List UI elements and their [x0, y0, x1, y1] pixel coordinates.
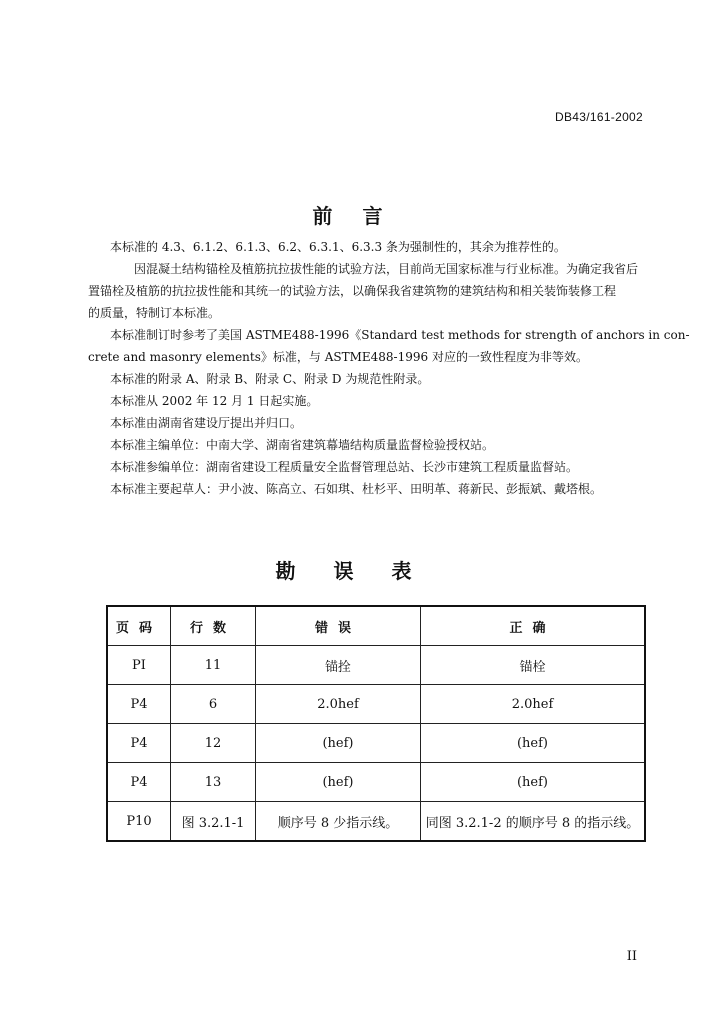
preface-paragraph: 的质量，特制订本标准。 [88, 306, 221, 320]
preface-paragraph: 置锚栓及植筋的抗拉拔性能和其统一的试验方法，以确保我省建筑物的建筑结构和相关装饰装修工程 [88, 284, 617, 298]
cell-line: 11 [171, 646, 256, 685]
cell-line: 图 3.2.1-1 [171, 802, 256, 842]
errata-title: 勘误表 [275, 559, 450, 583]
header-page: 页码 [107, 606, 171, 646]
preface-paragraph: 本标准参编单位：湖南省建设工程质量安全监督管理总站、长沙市建筑工程质量监督站。 [110, 460, 579, 474]
cell-line: 6 [171, 685, 256, 724]
cell-line: 13 [171, 763, 256, 802]
preface-paragraph: 本标准从 2002 年 12 月 1 日起实施。 [110, 394, 319, 408]
cell-correct: 2.0hef [421, 685, 646, 724]
preface-paragraph: 本标准主编单位：中南大学、湖南省建筑幕墙结构质量监督检验授权站。 [110, 438, 495, 452]
cell-correct: 锚栓 [421, 646, 646, 685]
preface-paragraph: 本标准主要起草人：尹小波、陈高立、石如琪、杜杉平、田明革、蒋新民、彭振斌、戴塔根。 [110, 482, 603, 496]
cell-line: 12 [171, 724, 256, 763]
cell-error: (hef) [256, 763, 421, 802]
preface-title: 前言 [312, 204, 413, 228]
cell-correct: 同图 3.2.1-2 的顺序号 8 的指示线。 [421, 802, 646, 842]
cell-page: P4 [107, 763, 171, 802]
cell-page: P4 [107, 724, 171, 763]
cell-page: P4 [107, 685, 171, 724]
header-error: 错误 [256, 606, 421, 646]
header-line: 行数 [171, 606, 256, 646]
preface-paragraph: crete and masonry elements》标准，与 ASTME488-1996 对应的一致性程度为非等效。 [88, 350, 588, 364]
preface-paragraph: 本标准由湖南省建设厅提出并归口。 [110, 416, 303, 430]
cell-error: (hef) [256, 724, 421, 763]
cell-page: PI [107, 646, 171, 685]
table-row [107, 724, 645, 763]
errata-table [106, 605, 646, 842]
table-row [107, 685, 645, 724]
table-row [107, 802, 645, 842]
preface-paragraph: 本标准的附录 A、附录 B、附录 C、附录 D 为规范性附录。 [110, 372, 430, 386]
page-number: II [626, 949, 637, 964]
table-row [107, 646, 645, 685]
preface-paragraph: 因混凝土结构锚栓及植筋抗拉拔性能的试验方法，目前尚无国家标准与行业标准。为确定我省后 [134, 262, 639, 276]
preface-paragraph: 本标准制订时参考了美国 ASTME488-1996《Standard test methods for strength of anchors in con- [110, 328, 690, 342]
document-code: DB43/161-2002 [555, 110, 643, 124]
cell-page: P10 [107, 802, 171, 842]
preface-body [88, 236, 690, 500]
cell-correct: (hef) [421, 763, 646, 802]
cell-error: 顺序号 8 少指示线。 [256, 802, 421, 842]
errata-header-row [107, 606, 645, 646]
cell-correct: (hef) [421, 724, 646, 763]
preface-paragraph: 本标准的 4.3、6.1.2、6.1.3、6.2、6.3.1、6.3.3 条为强制性的，其余为推荐性的。 [110, 240, 566, 254]
header-correct: 正确 [421, 606, 646, 646]
cell-error: 锚拴 [256, 646, 421, 685]
table-row [107, 763, 645, 802]
cell-error: 2.0hef [256, 685, 421, 724]
